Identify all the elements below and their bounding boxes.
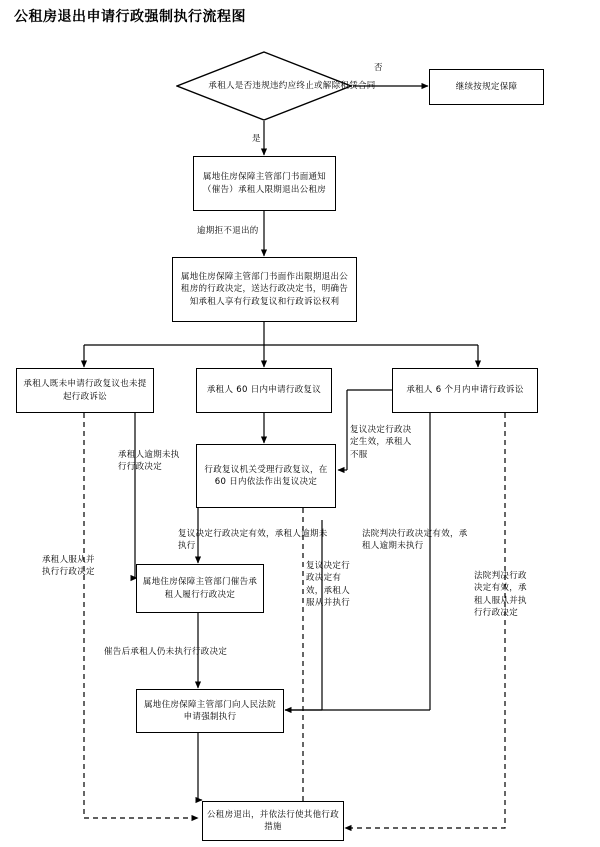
node-continue-guarantee (429, 69, 544, 105)
edge-label-obey-and-exec: 承租人服从并执行行政决定 (42, 555, 95, 578)
edge-label-review-valid-obey: 复议决定行政决定有效，承租人服从并执行 (306, 561, 351, 608)
node-lawsuit-6m (392, 368, 538, 413)
node-continue-guarantee-label: 继续按规定保障 (455, 81, 518, 92)
node-notice-exit (193, 156, 336, 211)
node-urge (136, 564, 264, 613)
node-review-60-label: 承租人 60 日内申请行政复议 (206, 385, 322, 396)
edge-label-overdue-refuse: 逾期拒不退出的 (197, 226, 259, 236)
node-decision (176, 51, 376, 121)
node-no-action (16, 368, 154, 413)
node-urge-label: 属地住房保障主管部门催告承租人履行行政决定 (142, 577, 258, 600)
edge-label-review-valid-overdue: 复议决定行政决定有效，承租人逾期未执行 (178, 529, 328, 552)
node-review-decide-label: 行政复议机关受理行政复议，在 60 日内依法作出复议决定 (204, 464, 328, 487)
edge-label-overdue-no-exec: 承租人逾期未执行行政决定 (118, 450, 180, 473)
node-final (202, 801, 344, 841)
edge-label-no: 否 (374, 63, 383, 73)
node-review-60 (196, 368, 332, 413)
edge-label-yes: 是 (252, 134, 261, 144)
node-decision-doc-label: 属地住房保障主管部门书面作出限期退出公租房的行政决定，送达行政决定书，明确告知承租人享有行政复议和行政诉讼权利 (180, 272, 349, 307)
node-decision-label: 承租人是否违规违约应终止或解除租赁合同 (208, 80, 376, 91)
node-court-apply-label: 属地住房保障主管部门向人民法院申请强制执行 (143, 699, 276, 722)
edge-label-after-urge-no-exec: 催告后承租人仍未执行行政决定 (104, 647, 228, 657)
node-decision-doc (172, 257, 357, 322)
page-title: 公租房退出申请行政强制执行流程图 (14, 9, 246, 25)
node-final-label: 公租房退出，并依法行使其他行政措施 (207, 809, 340, 832)
node-review-decide (196, 444, 336, 508)
node-court-apply (136, 689, 284, 733)
edge-label-court-valid-obey: 法院判决行政决定有效，承租人服从并执行行政决定 (474, 571, 527, 618)
edge-label-review-effective-not-accept: 复议决定行政决定生效，承租人不服 (350, 425, 412, 460)
node-no-action-label: 承租人既未申请行政复议也未提起行政诉讼 (23, 379, 147, 402)
node-lawsuit-6m-label: 承租人 6 个月内申请行政诉讼 (406, 385, 524, 396)
edge-label-court-valid-overdue: 法院判决行政决定有效，承租人逾期未执行 (362, 529, 468, 552)
node-notice-exit-label: 属地住房保障主管部门书面通知（催告）承租人限期退出公租房 (202, 172, 327, 195)
